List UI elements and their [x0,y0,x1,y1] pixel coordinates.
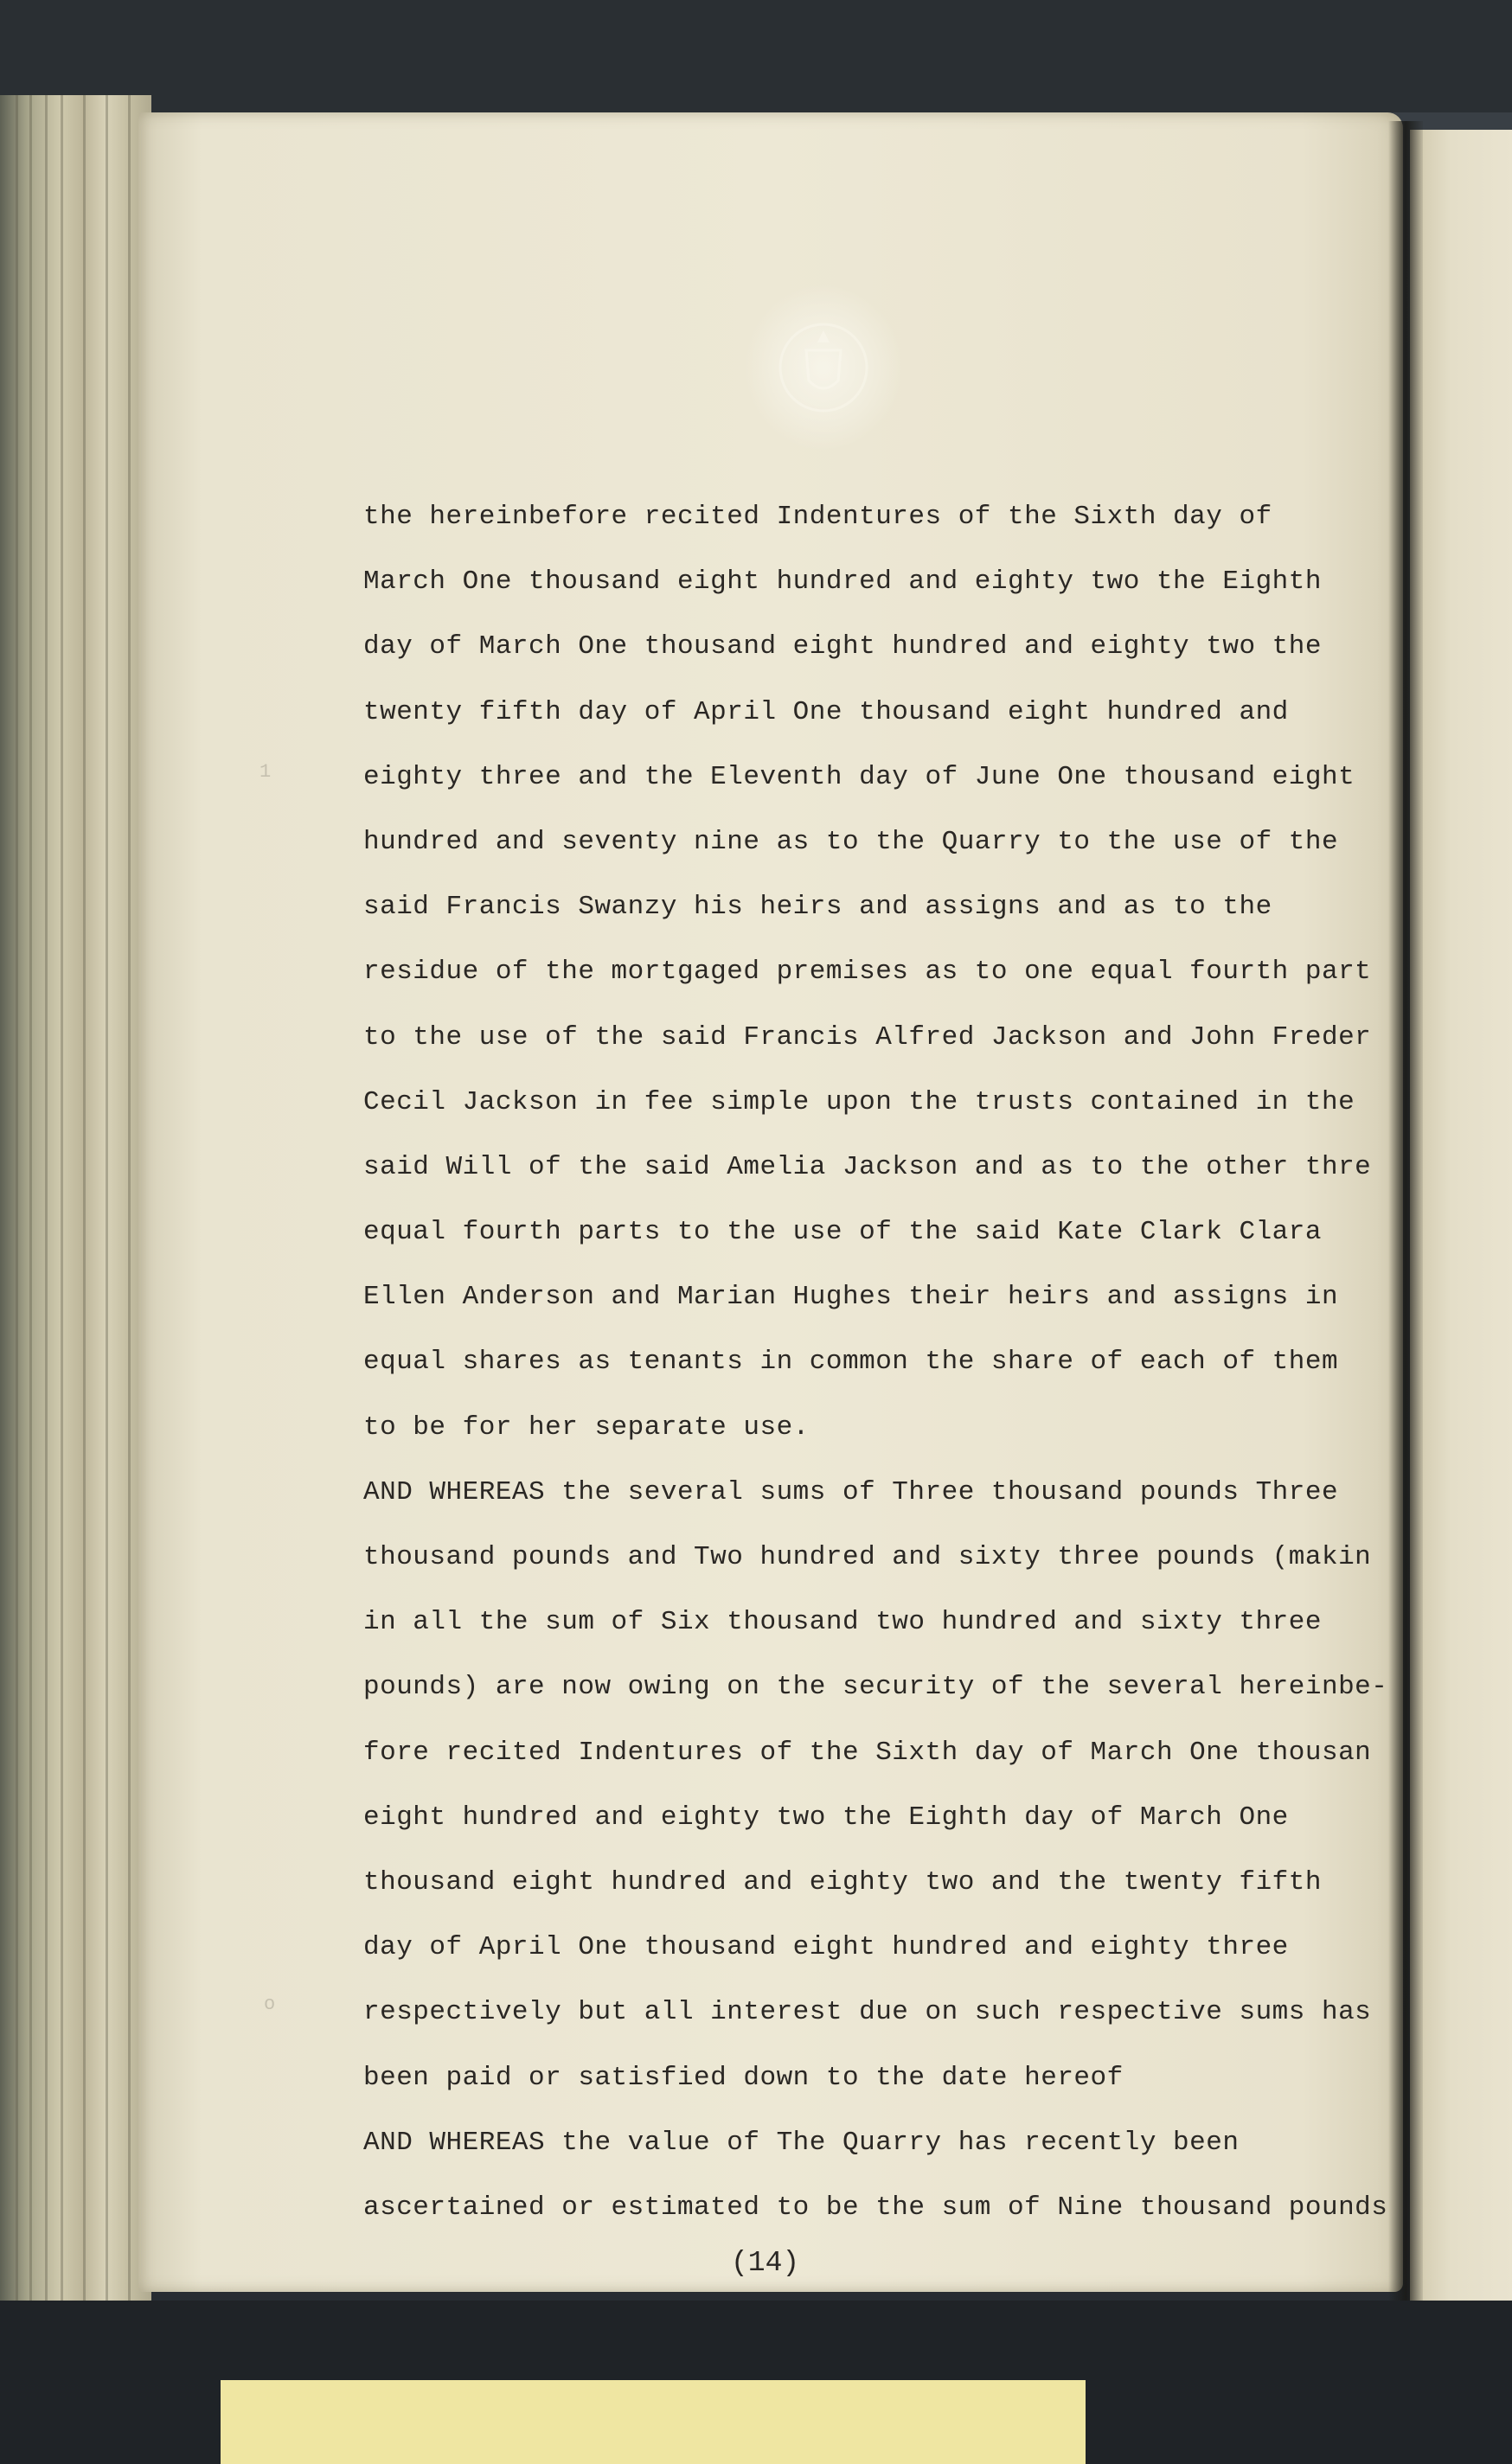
text-line: Cecil Jackson in fee simple upon the trusts contained in the [363,1086,1355,1117]
text-line: fore recited Indentures of the Sixth day of March One thousan [363,1737,1372,1768]
scan-top-border [0,0,1512,112]
text-line: said Francis Swanzy his heirs and assigns and as to the [363,892,1272,923]
text-line: day of March One thousand eight hundred and eighty two the [363,631,1322,662]
text-line: said Will of the said Amelia Jackson and as to the other thre [363,1151,1372,1182]
text-line: Ellen Anderson and Marian Hughes their heirs and assigns in [363,1282,1339,1313]
text-line: AND WHEREAS the value of The Quarry has recently been [363,2127,1240,2158]
text-line: the hereinbefore recited Indentures of the Sixth day of [363,502,1272,532]
document-body [363,484,1393,2240]
text-line: pounds) are now owing on the security of the several hereinbe- [363,1672,1388,1703]
text-line: residue of the mortgaged premises as to one equal fourth part [363,957,1372,988]
text-line: March One thousand eight hundred and eighty two the Eighth [363,566,1322,598]
crest-icon [776,320,871,415]
text-line: to be for her separate use. [363,1411,810,1443]
sticky-note-tab [221,2380,1086,2464]
text-line: equal fourth parts to the use of the said Kate Clark Clara [363,1217,1322,1248]
text-line: eighty three and the Eleventh day of June One thousand eight [363,761,1355,792]
text-line: equal shares as tenants in common the share of each of them [363,1347,1339,1378]
text-line: respectively but all interest due on such respective sums has [363,1997,1372,2028]
page-number: (14) [731,2247,800,2279]
text-line: AND WHEREAS the several sums of Three thousand pounds Three [363,1476,1339,1507]
text-line: thousand pounds and Two hundred and sixty three pounds (makin [363,1542,1372,1572]
text-line: twenty fifth day of April One thousand eight hundred and [363,696,1289,727]
facing-page-edge [1410,130,1512,2309]
book-page-edges [0,95,151,2335]
bleed-through-mark: 1 [259,761,272,783]
text-line: been paid or satisfied down to the date hereof [363,2062,1124,2093]
book-gutter-shadow [1388,121,1423,2309]
embossed-seal [746,285,901,450]
text-line: day of April One thousand eight hundred and eighty three [363,1932,1289,1963]
text-line: in all the sum of Six thousand two hundred and sixty three [363,1607,1322,1638]
text-line: hundred and seventy nine as to the Quarry to the use of the [363,826,1339,857]
text-line: eight hundred and eighty two the Eighth day of March One [363,1802,1289,1833]
text-line: thousand eight hundred and eighty two and the twenty fifth [363,1866,1322,1898]
bleed-through-mark: o [264,1994,276,2015]
text-line: to the use of the said Francis Alfred Jackson and John Freder [363,1021,1372,1053]
text-line: ascertained or estimated to be the sum of Nine thousand pounds [363,2192,1388,2223]
